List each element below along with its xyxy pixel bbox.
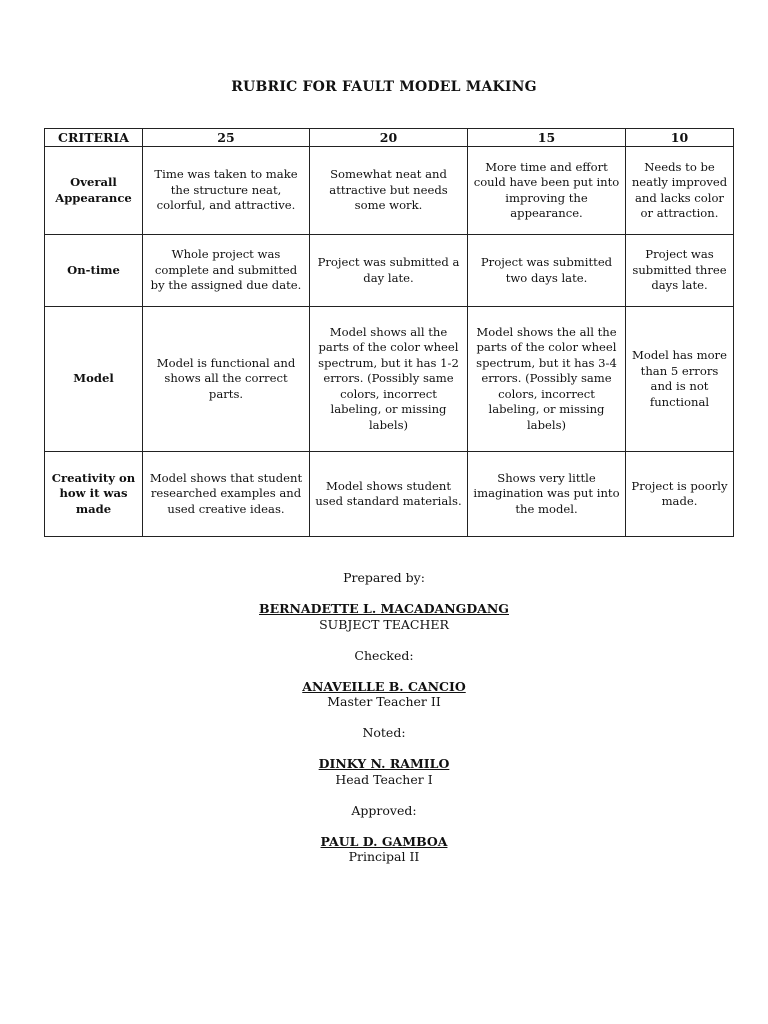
rubric-cell: Model shows that student researched examples and used creative ideas. bbox=[143, 452, 310, 537]
signatory-name: ANAVEILLE B. CANCIO bbox=[302, 678, 466, 694]
rubric-cell: More time and effort could have been put into improving the appearance. bbox=[468, 147, 626, 235]
signatory-role-label: Approved: bbox=[351, 802, 417, 818]
header-score-25: 25 bbox=[143, 129, 310, 147]
criterion-cell: Model bbox=[45, 307, 143, 452]
header-score-15: 15 bbox=[468, 129, 626, 147]
rubric-cell: Whole project was complete and submitted by the assigned due date. bbox=[143, 235, 310, 307]
table-row-creativity bbox=[45, 452, 734, 537]
rubric-cell: Project was submitted two days late. bbox=[468, 235, 626, 307]
page-title: RUBRIC FOR FAULT MODEL MAKING bbox=[231, 79, 537, 95]
criterion-cell: Creativity on how it was made bbox=[45, 452, 143, 537]
table-row-model bbox=[45, 307, 734, 452]
signatory-position: Master Teacher II bbox=[327, 694, 441, 709]
header-row bbox=[45, 129, 734, 147]
rubric-cell: Needs to be neatly improved and lacks color or attraction. bbox=[626, 147, 734, 235]
rubric-cell: Project was submitted three days late. bbox=[626, 235, 734, 307]
header-criteria: CRITERIA bbox=[45, 129, 143, 147]
signatory-prepared-by bbox=[0, 570, 768, 632]
signatory-position: Head Teacher I bbox=[335, 771, 433, 787]
rubric-cell: Model shows the all the parts of the color wheel spectrum, but it has 3-4 errors. (Possibly same colors, incorrect labeling, or missing labels) bbox=[468, 307, 626, 452]
signatory-name: BERNADETTE L. MACADANGDANG bbox=[259, 601, 509, 616]
rubric-cell: Project was submitted a day late. bbox=[310, 235, 468, 307]
rubric-cell: Shows very little imagination was put into the model. bbox=[468, 452, 626, 537]
rubric-cell: Project is poorly made. bbox=[626, 452, 734, 537]
signatories bbox=[0, 570, 768, 880]
table-row-overall-appearance bbox=[45, 147, 734, 235]
signatory-position: Principal II bbox=[348, 849, 420, 864]
criterion-cell: On-time bbox=[45, 235, 143, 307]
rubric-cell: Model is functional and shows all the correct parts. bbox=[143, 307, 310, 452]
signatory-position: SUBJECT TEACHER bbox=[319, 616, 449, 632]
signatory-role-label: Checked: bbox=[354, 647, 414, 663]
signatory-noted bbox=[0, 725, 768, 787]
rubric-cell: Model shows student used standard materials. bbox=[310, 452, 468, 537]
rubric-cell: Somewhat neat and attractive but needs some work. bbox=[310, 147, 468, 235]
rubric-table bbox=[44, 128, 734, 537]
signatory-role-label: Prepared by: bbox=[343, 570, 425, 585]
signatory-name: PAUL D. GAMBOA bbox=[320, 833, 448, 849]
signatory-approved bbox=[0, 803, 768, 865]
rubric-cell: Time was taken to make the structure neat, colorful, and attractive. bbox=[143, 147, 310, 235]
table-row-on-time bbox=[45, 235, 734, 307]
signatory-role-label: Noted: bbox=[362, 725, 406, 740]
rubric-cell: Model has more than 5 errors and is not functional bbox=[626, 307, 734, 452]
signatory-checked bbox=[0, 648, 768, 710]
rubric-cell: Model shows all the parts of the color wheel spectrum, but it has 1-2 errors. (Possibly same colors, incorrect labeling, or missing labels) bbox=[310, 307, 468, 452]
header-score-20: 20 bbox=[310, 129, 468, 147]
criterion-cell: Overall Appearance bbox=[45, 147, 143, 235]
signatory-name: DINKY N. RAMILO bbox=[318, 756, 450, 771]
header-score-10: 10 bbox=[626, 129, 734, 147]
